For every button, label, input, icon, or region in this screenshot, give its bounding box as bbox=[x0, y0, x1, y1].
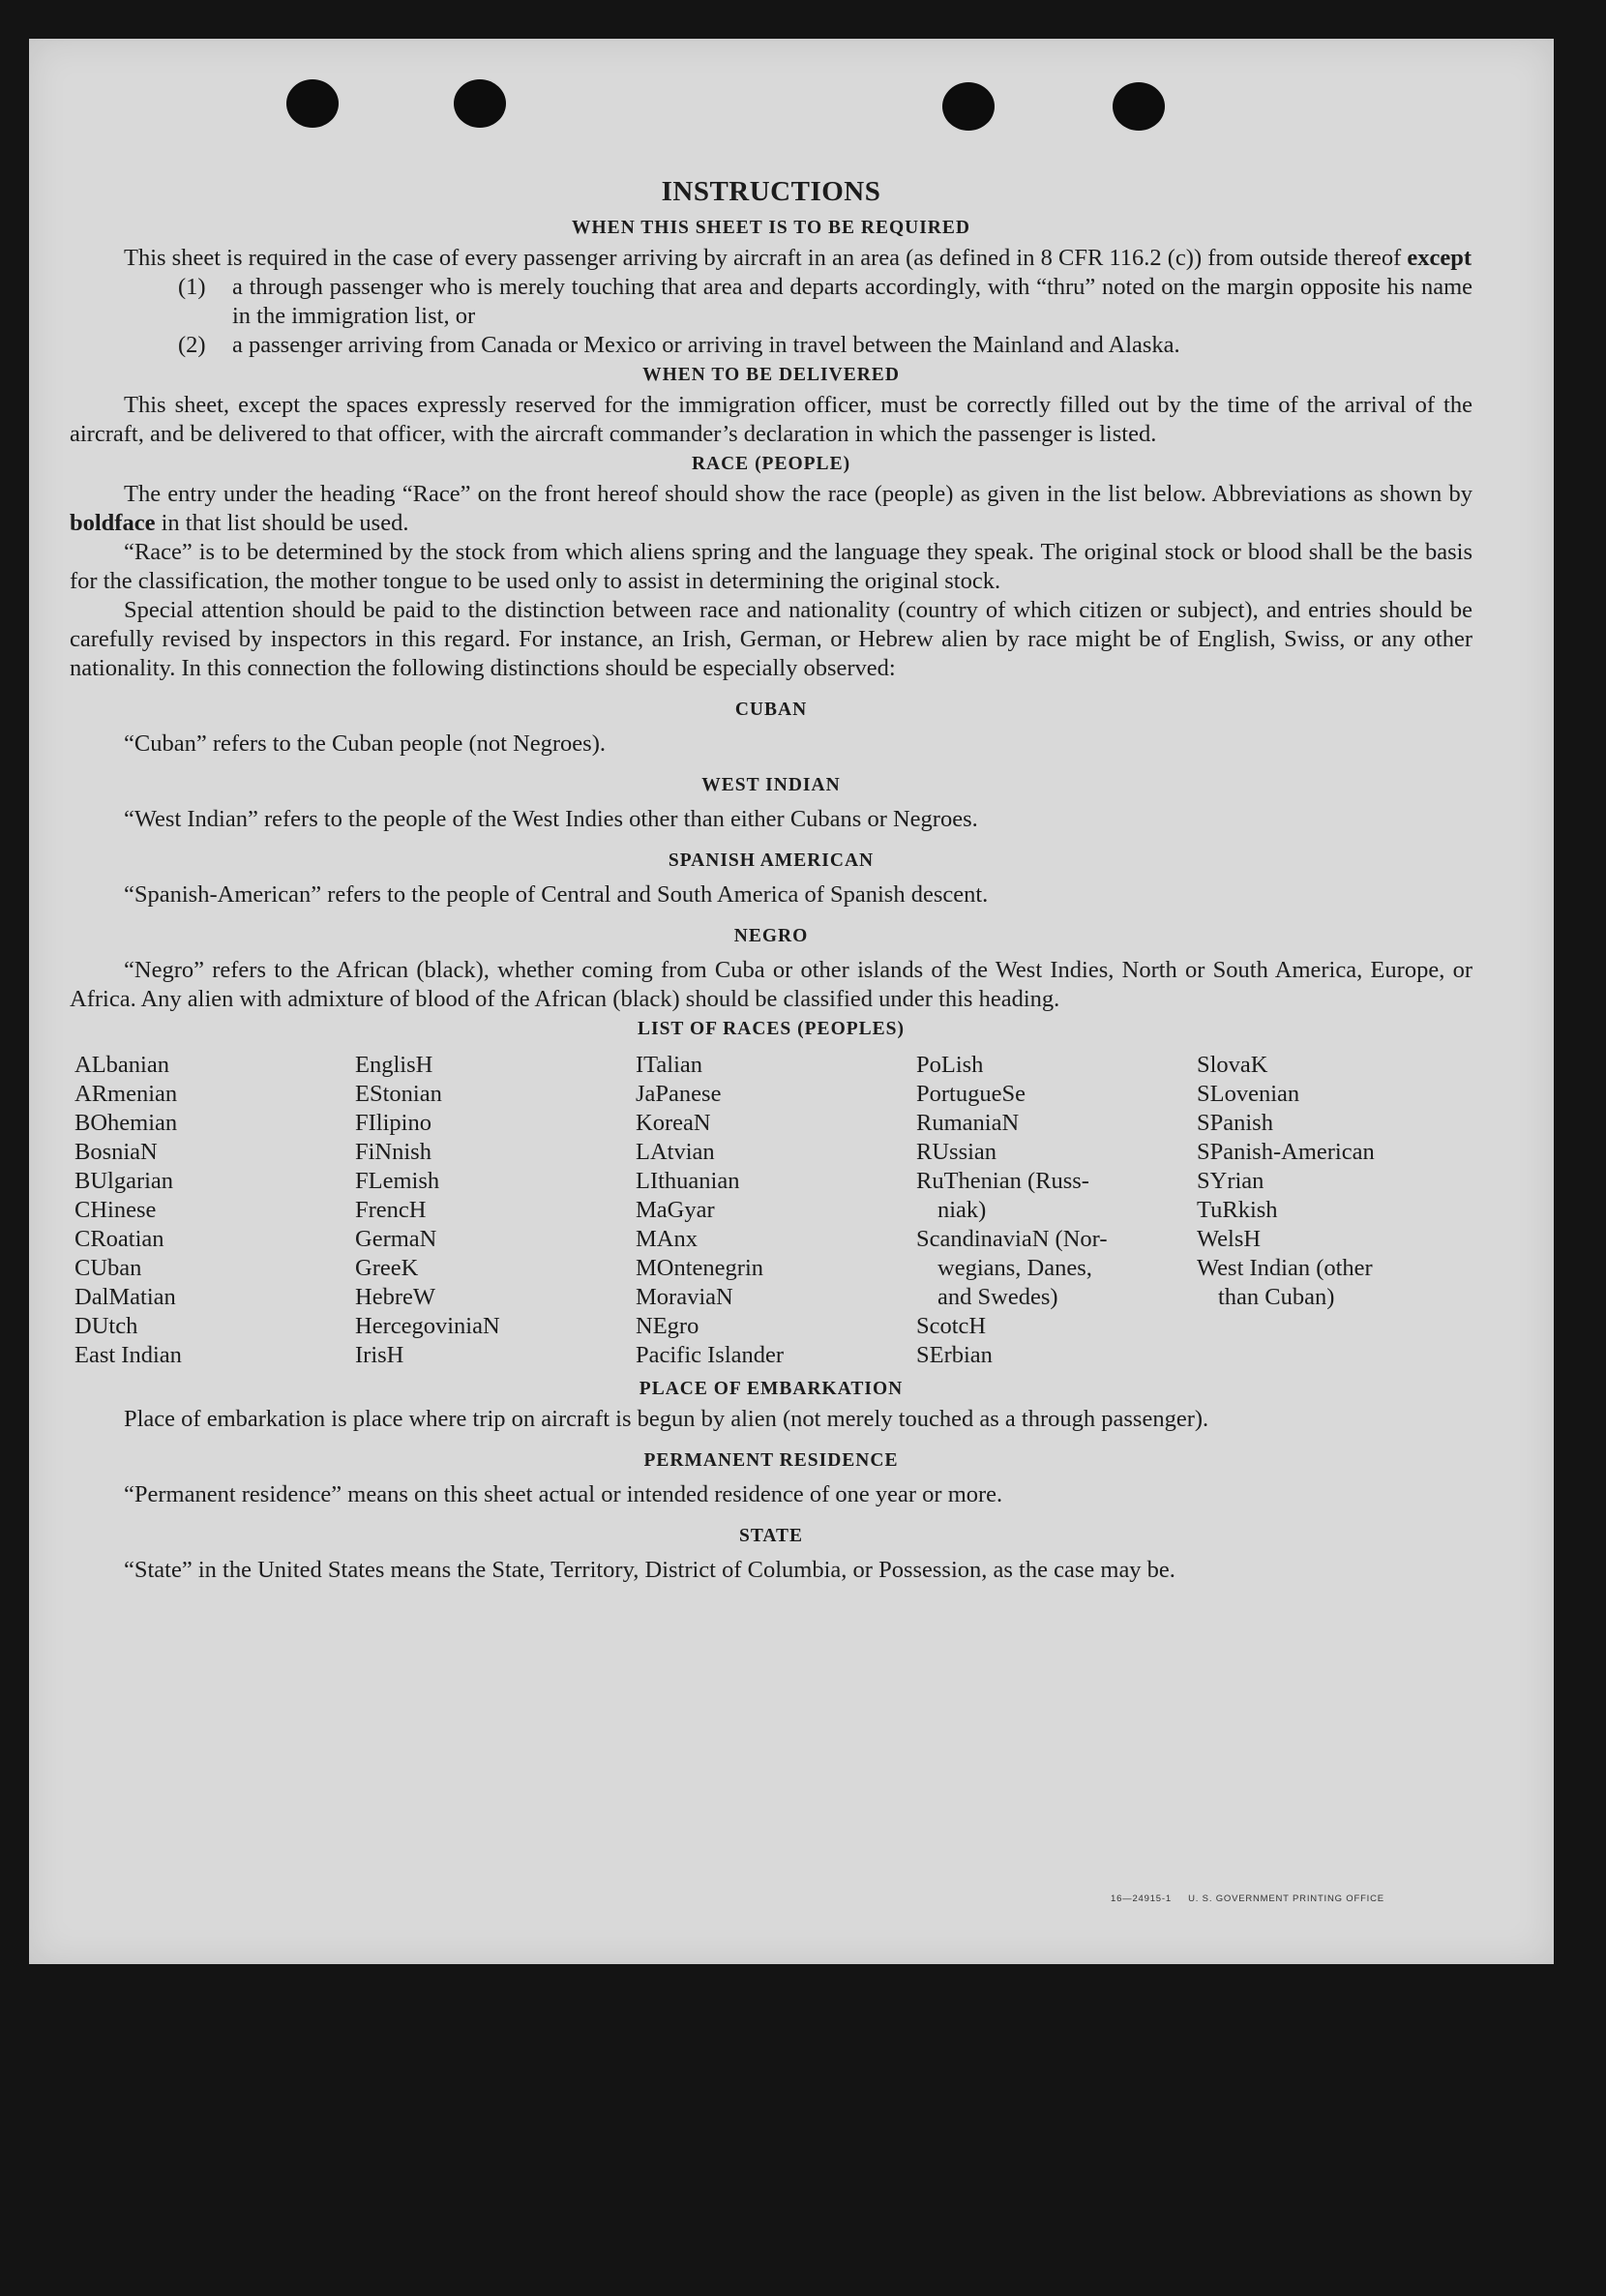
race-entry: FiNnish bbox=[355, 1139, 431, 1165]
race-entry: TuRkish bbox=[1197, 1197, 1278, 1223]
race-entry: JaPanese bbox=[636, 1081, 722, 1107]
race-entry: LIthuanian bbox=[636, 1168, 740, 1194]
races-column bbox=[1197, 1051, 1477, 1370]
race-entry: wegians, Danes, bbox=[937, 1255, 1092, 1281]
cuban-text: “Cuban” refers to the Cuban people (not Negroes). bbox=[124, 731, 606, 757]
race-entry: East Indian bbox=[74, 1342, 182, 1368]
section-heading: WEST INDIAN bbox=[701, 775, 841, 795]
race-entry: PortugueSe bbox=[916, 1081, 1026, 1107]
race-entry: SErbian bbox=[916, 1342, 993, 1368]
printer-name: U. S. GOVERNMENT PRINTING OFFICE bbox=[1188, 1893, 1384, 1904]
race-entry: FIlipino bbox=[355, 1110, 431, 1136]
binder-hole bbox=[1113, 82, 1165, 131]
race-entry: SPanish bbox=[1197, 1110, 1273, 1136]
race-entry: SLovenian bbox=[1197, 1081, 1300, 1107]
section-heading: NEGRO bbox=[733, 926, 809, 946]
spanish-american-text: “Spanish-American” refers to the people of Central and South America of Spanish descent. bbox=[124, 881, 989, 908]
residence-text: “Permanent residence” means on this sheet actual or intended residence of one year or more. bbox=[124, 1481, 1003, 1507]
race-entry: West Indian (other bbox=[1197, 1255, 1373, 1281]
race-entry: FrencH bbox=[355, 1197, 427, 1223]
state-text: “State” in the United States means the State, Territory, District of Columbia, or Possession, as the case may be. bbox=[124, 1557, 1175, 1583]
race-entry: SYrian bbox=[1197, 1168, 1264, 1194]
printer-imprint bbox=[1111, 1893, 1384, 1904]
races-list bbox=[74, 1051, 1472, 1370]
required-intro: This sheet is required in the case of every passenger arriving by aircraft in an area (as defined in 8 CFR 116.2 (c)) from outside thereof except bbox=[124, 245, 1472, 271]
binder-hole bbox=[454, 79, 506, 128]
section-heading: STATE bbox=[738, 1526, 804, 1546]
race-entry: EnglisH bbox=[355, 1052, 433, 1078]
race-paragraph: Special attention should be paid to the distinction between race and nationality (country of which citizen or subject), and entries should be carefully revised by inspectors in this regard. For instance, an Irish, German, or Hebrew alien by race might be of English, Swiss, or any other nationality. In this connection the following distinctions should be especially observed: bbox=[70, 597, 1472, 681]
race-entry: BUlgarian bbox=[74, 1168, 174, 1194]
race-paragraph: “Race” is to be determined by the stock from which aliens spring and the language they speak. The original stock or blood shall be the basis for the classification, the mother tongue to be used only to assist in determining the original stock. bbox=[70, 539, 1472, 594]
section-heading: PERMANENT RESIDENCE bbox=[643, 1450, 899, 1471]
race-entry: BosniaN bbox=[74, 1139, 158, 1165]
race-entry: ScandinaviaN (Nor- bbox=[916, 1226, 1108, 1252]
race-entry: KoreaN bbox=[636, 1110, 711, 1136]
negro-text: “Negro” refers to the African (black), whether coming from Cuba or other islands of the West Indies, North or South America, Europe, or Africa. Any alien with admixture of blood of the African (black) should be classified under this heading. bbox=[70, 957, 1472, 1012]
race-entry: WelsH bbox=[1197, 1226, 1262, 1252]
race-entry: DalMatian bbox=[74, 1284, 176, 1310]
section-heading: WHEN TO BE DELIVERED bbox=[642, 365, 900, 385]
section-heading: LIST OF RACES (PEOPLES) bbox=[637, 1019, 905, 1039]
page-title: INSTRUCTIONS bbox=[661, 176, 881, 207]
race-entry: GermaN bbox=[355, 1226, 437, 1252]
document-sheet bbox=[29, 39, 1554, 1964]
race-entry: NEgro bbox=[636, 1313, 699, 1339]
race-entry: ITalian bbox=[636, 1052, 703, 1078]
instructions-body bbox=[70, 172, 1472, 1585]
delivered-text: This sheet, except the spaces expressly reserved for the immigration officer, must be correctly filled out by the time of the arrival of the aircraft, and be delivered to that officer, with the aircraft commander’s declaration in which the passenger is listed. bbox=[70, 392, 1472, 447]
race-entry: IrisH bbox=[355, 1342, 404, 1368]
race-entry: SlovaK bbox=[1197, 1052, 1268, 1078]
race-entry: CRoatian bbox=[74, 1226, 164, 1252]
races-column bbox=[74, 1051, 355, 1370]
races-column bbox=[916, 1051, 1197, 1370]
section-heading: RACE (PEOPLE) bbox=[691, 454, 851, 474]
race-entry: FLemish bbox=[355, 1168, 440, 1194]
section-heading: WHEN THIS SHEET IS TO BE REQUIRED bbox=[572, 218, 970, 238]
race-entry: CHinese bbox=[74, 1197, 157, 1223]
section-heading: PLACE OF EMBARKATION bbox=[639, 1379, 904, 1399]
race-entry: CUban bbox=[74, 1255, 142, 1281]
race-entry: and Swedes) bbox=[937, 1284, 1058, 1310]
west-indian-text: “West Indian” refers to the people of the West Indies other than either Cubans or Negroes. bbox=[124, 806, 978, 832]
race-entry: RuThenian (Russ- bbox=[916, 1168, 1089, 1194]
race-entry: BOhemian bbox=[74, 1110, 178, 1136]
race-entry: SPanish-American bbox=[1197, 1139, 1375, 1165]
race-entry: RumaniaN bbox=[916, 1110, 1020, 1136]
race-entry: RUssian bbox=[916, 1139, 997, 1165]
race-entry: MaGyar bbox=[636, 1197, 715, 1223]
race-entry: niak) bbox=[937, 1197, 987, 1223]
binder-hole bbox=[286, 79, 339, 128]
race-entry: MoraviaN bbox=[636, 1284, 733, 1310]
race-entry: DUtch bbox=[74, 1313, 138, 1339]
list-item: (2) a passenger arriving from Canada or Mexico or arriving in travel between the Mainland and Alaska. bbox=[178, 332, 1180, 358]
race-entry: MAnx bbox=[636, 1226, 698, 1252]
section-heading: SPANISH AMERICAN bbox=[668, 850, 875, 871]
race-paragraph: The entry under the heading “Race” on the front hereof should show the race (people) as given in the list below. Abbreviations as shown by boldface in that list should be used. bbox=[70, 481, 1472, 536]
race-entry: GreeK bbox=[355, 1255, 419, 1281]
section-heading: CUBAN bbox=[734, 700, 808, 720]
race-entry: EStonian bbox=[355, 1081, 442, 1107]
race-entry: MOntenegrin bbox=[636, 1255, 763, 1281]
binder-hole bbox=[942, 82, 995, 131]
race-entry: HercegoviniaN bbox=[355, 1313, 500, 1339]
race-entry: than Cuban) bbox=[1218, 1284, 1335, 1310]
list-item: (1) a through passenger who is merely touching that area and departs accordingly, with “thru” noted on the margin opposite his name in the immigration list, or bbox=[178, 274, 1472, 329]
form-code: 16—24915-1 bbox=[1111, 1893, 1172, 1904]
race-entry: ALbanian bbox=[74, 1052, 169, 1078]
race-entry: ScotcH bbox=[916, 1313, 987, 1339]
embarkation-text: Place of embarkation is place where trip on aircraft is begun by alien (not merely touched as a through passenger). bbox=[124, 1406, 1209, 1432]
race-entry: PoLish bbox=[916, 1052, 984, 1078]
race-entry: HebreW bbox=[355, 1284, 435, 1310]
race-entry: ARmenian bbox=[74, 1081, 178, 1107]
race-entry: LAtvian bbox=[636, 1139, 715, 1165]
races-column bbox=[636, 1051, 916, 1370]
race-entry: Pacific Islander bbox=[636, 1342, 785, 1368]
races-column bbox=[355, 1051, 636, 1370]
